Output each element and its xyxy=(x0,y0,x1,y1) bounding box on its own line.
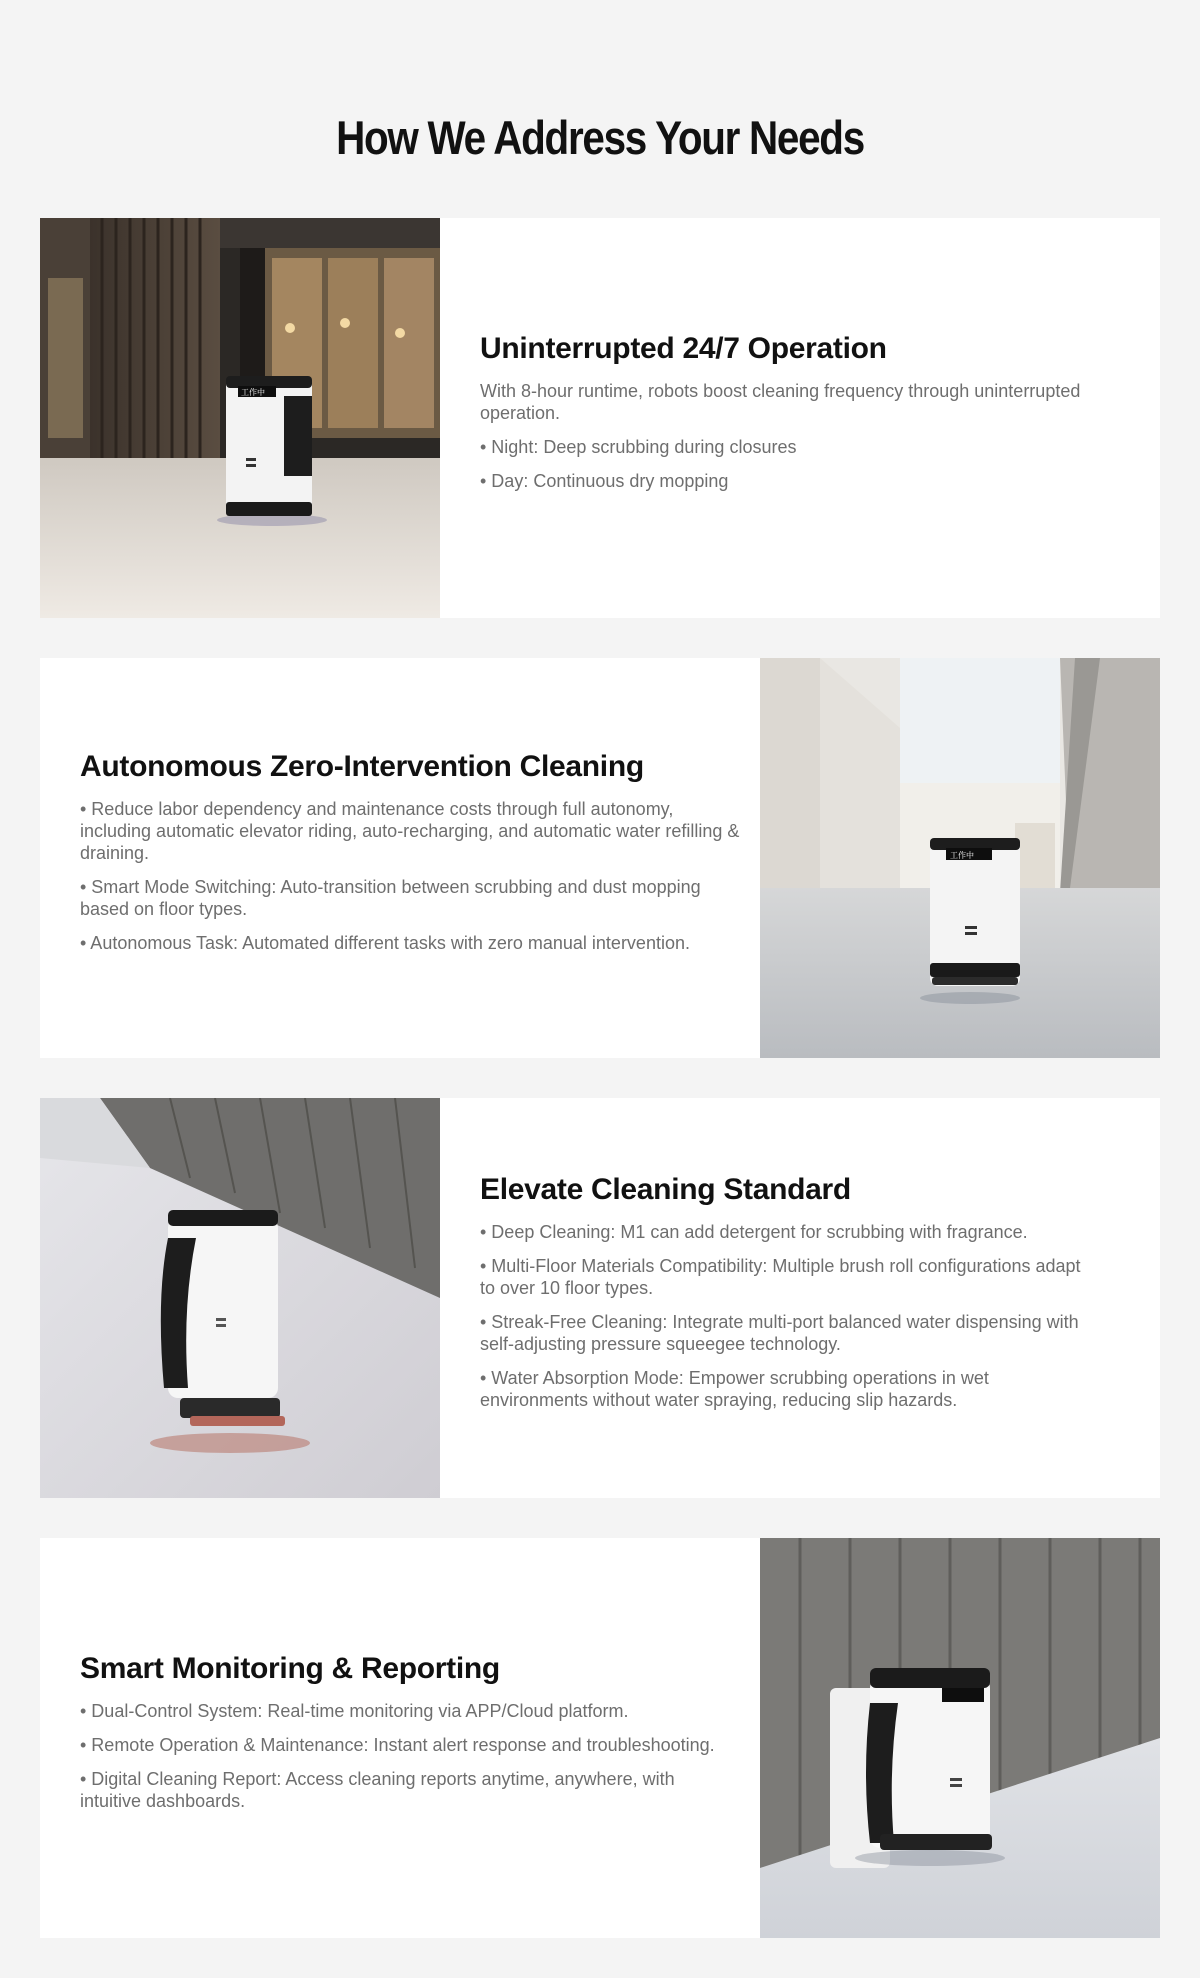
feature-bullet-list xyxy=(480,1221,1100,1423)
feature-bullet: • Deep Cleaning: M1 can add detergent for scrubbing with fragrance. xyxy=(480,1222,1028,1242)
feature-bullet: • Reduce labor dependency and maintenance costs through full autonomy, including automatic elevator riding, auto-recharging, and automatic water refilling & draining. xyxy=(80,799,740,863)
feature-card-cleaning-standard xyxy=(40,1098,1160,1498)
feature-bullet: • Smart Mode Switching: Auto-transition between scrubbing and dust mopping based on floor types. xyxy=(80,877,701,919)
feature-bullet: • Remote Operation & Maintenance: Instant alert response and troubleshooting. xyxy=(80,1735,715,1755)
feature-text-cleaning-standard xyxy=(480,1098,1100,1498)
feature-card-24-7-operation xyxy=(40,218,1160,618)
feature-bullet: • Water Absorption Mode: Empower scrubbing operations in wet environments without water spraying, reducing slip hazards. xyxy=(480,1368,989,1410)
feature-title: Smart Monitoring & Reporting xyxy=(80,1652,500,1685)
feature-text-monitoring xyxy=(80,1538,740,1938)
feature-bullet: • Autonomous Task: Automated different tasks with zero manual intervention. xyxy=(80,933,690,953)
feature-title: Uninterrupted 24/7 Operation xyxy=(480,332,887,365)
feature-bullet: • Night: Deep scrubbing during closures xyxy=(480,437,797,457)
feature-card-monitoring-reporting xyxy=(40,1538,1160,1938)
feature-bullet: • Digital Cleaning Report: Access cleaning reports anytime, anywhere, with intuitive dashboards. xyxy=(80,1769,675,1811)
cleaning-robot-corridor-photo xyxy=(40,1098,440,1498)
feature-bullet: • Multi-Floor Materials Compatibility: Multiple brush roll configurations adapt to over 10 floor types. xyxy=(480,1256,1081,1298)
feature-bullet-list xyxy=(80,798,740,966)
feature-card-autonomous-cleaning xyxy=(40,658,1160,1058)
feature-text-autonomous xyxy=(80,658,740,1058)
feature-bullet: • Day: Continuous dry mopping xyxy=(480,471,729,491)
feature-bullet-list xyxy=(480,436,1100,504)
feature-title: Elevate Cleaning Standard xyxy=(480,1173,851,1206)
feature-title: Autonomous Zero-Intervention Cleaning xyxy=(80,750,644,783)
feature-intro: With 8-hour runtime, robots boost cleaning frequency through uninterrupted operation. xyxy=(480,381,1081,423)
cleaning-robot-lobby-photo xyxy=(760,658,1160,1058)
cleaning-robot-mall-photo xyxy=(40,218,440,618)
feature-bullet-list xyxy=(80,1700,740,1824)
robot-screen-text: 工作中 xyxy=(950,851,974,860)
feature-text-24-7 xyxy=(480,218,1100,618)
feature-bullet: • Streak-Free Cleaning: Integrate multi-port balanced water dispensing with self-adjusting pressure squeegee technology. xyxy=(480,1312,1079,1354)
page-title: How We Address Your Needs xyxy=(336,111,864,164)
cleaning-robot-dock-photo xyxy=(760,1538,1160,1938)
feature-bullet: • Dual-Control System: Real-time monitoring via APP/Cloud platform. xyxy=(80,1701,629,1721)
robot-screen-text: 工作中 xyxy=(241,388,265,397)
